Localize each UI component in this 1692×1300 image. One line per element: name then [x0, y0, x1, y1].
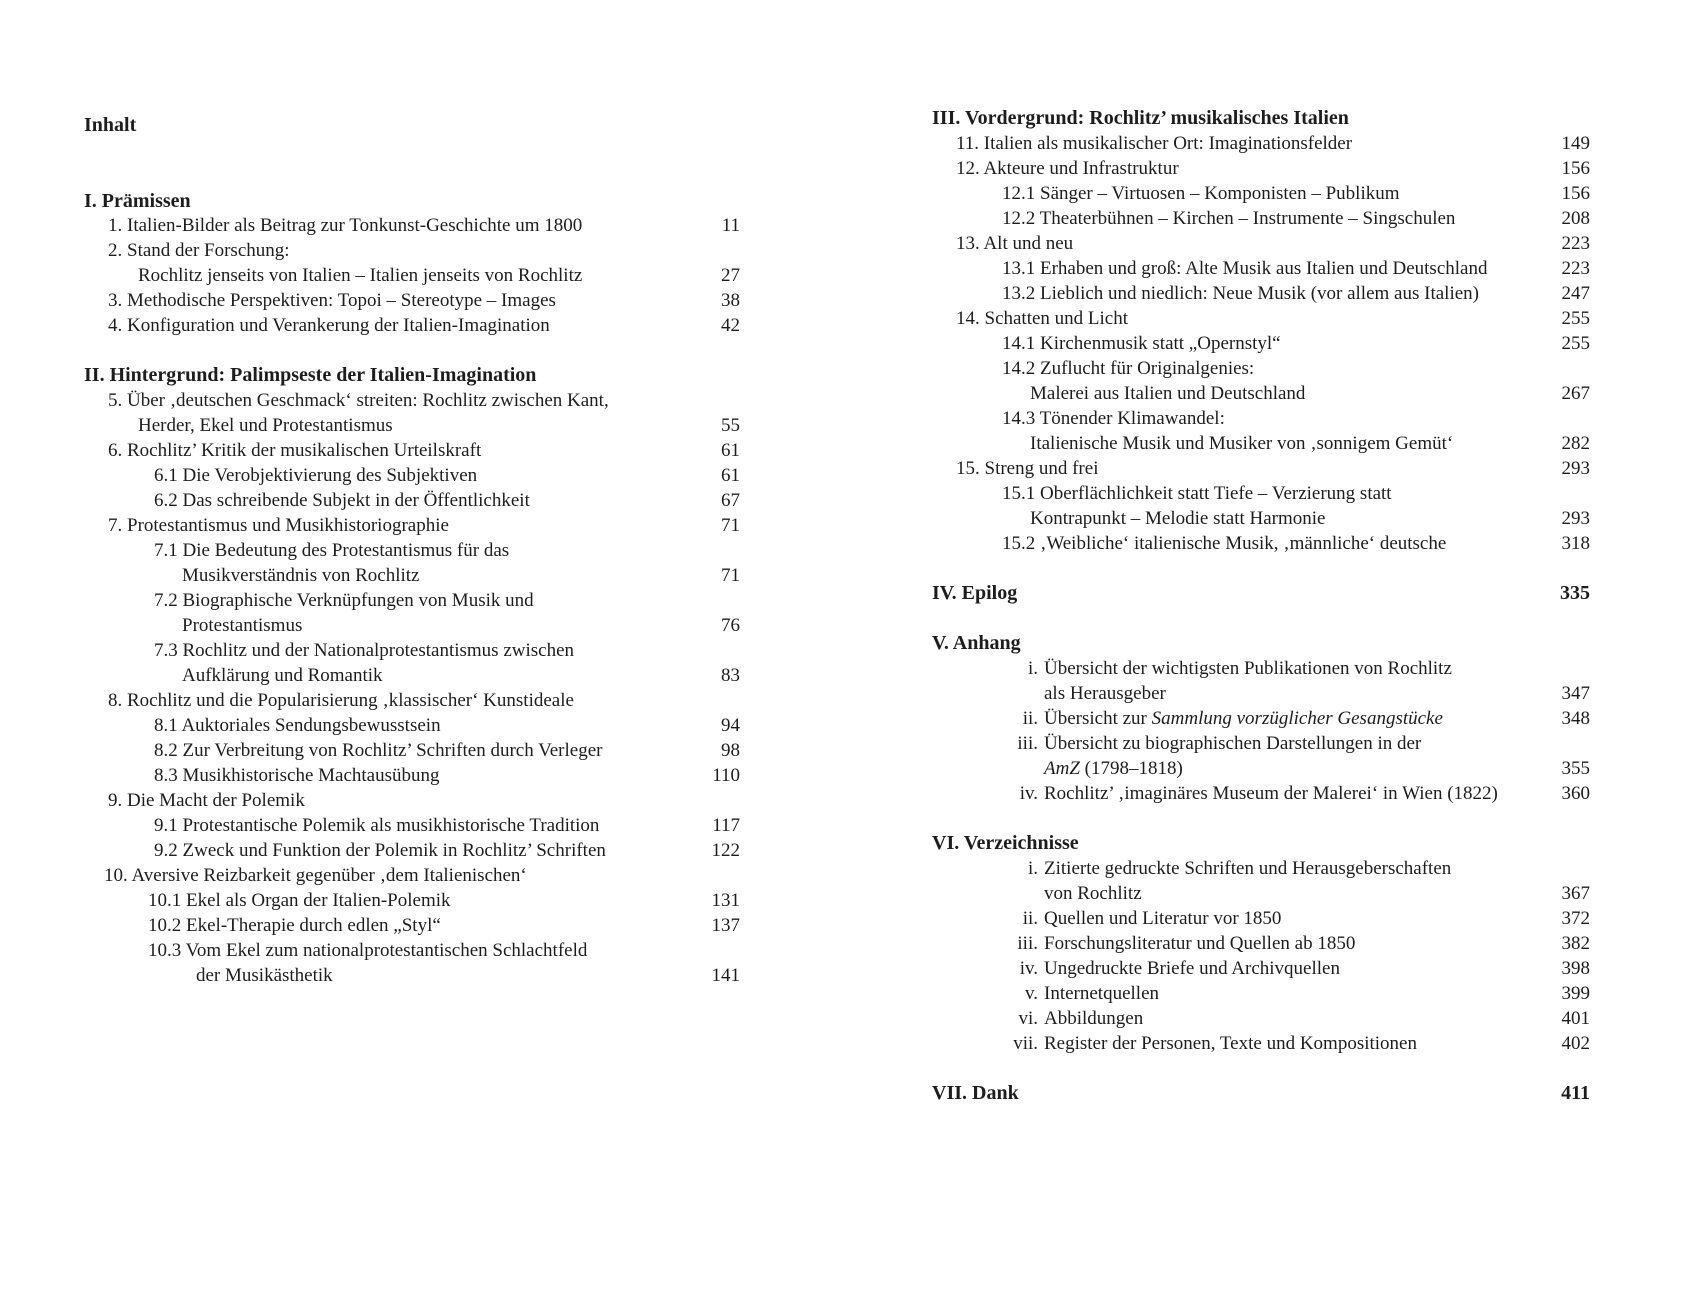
toc-entry: [932, 305, 1590, 332]
toc-page-number: 360: [1561, 783, 1590, 804]
toc-page-number: 398: [1561, 958, 1590, 979]
toc-page-number: 255: [1561, 308, 1590, 329]
toc-entry: [932, 355, 1590, 382]
toc-entry: v. Internetquellen 399: [932, 980, 1590, 1007]
toc-page-number: 347: [1561, 683, 1590, 704]
toc-entry-title: 7.2 Biographische Verknüpfungen von Musik und: [154, 590, 534, 611]
toc-page-number: 71: [721, 515, 740, 536]
toc-section-heading: [932, 1080, 1590, 1107]
toc-entry-title: als Herausgeber: [1044, 683, 1166, 704]
toc-entry-title: 13.2 Lieblich und niedlich: Neue Musik (vor allem aus Italien): [1002, 283, 1479, 304]
toc-page-number: 223: [1561, 258, 1590, 279]
toc-entry-title: Herder, Ekel und Protestantismus: [138, 415, 393, 436]
toc-entry-title: II. Hintergrund: Palimpseste der Italien-Imagination: [84, 364, 537, 386]
toc-entry-title: 8.2 Zur Verbreitung von Rochlitz’ Schriften durch Verleger: [154, 740, 603, 761]
toc-section-heading: [932, 630, 1590, 657]
toc-entry: [84, 512, 740, 539]
toc-page-number: 267: [1561, 383, 1590, 404]
toc-entry: [932, 330, 1590, 357]
toc-entry-title: 3. Methodische Perspektiven: Topoi – Stereotype – Images: [108, 290, 556, 311]
toc-entry: i. Zitierte gedruckte Schriften und Herausgeberschaften: [1027, 858, 1452, 879]
toc-entry: [84, 762, 740, 789]
toc-entry: [84, 887, 740, 914]
toc-entry-title: I. Prämissen: [84, 190, 191, 212]
toc-page-number: 131: [711, 890, 740, 911]
toc-entry: [932, 455, 1590, 482]
toc-entry-title: 2. Stand der Forschung:: [108, 240, 290, 261]
toc-entry-title: 4. Konfiguration und Verankerung der Italien-Imagination: [108, 315, 550, 336]
toc-section-heading: [84, 188, 740, 215]
toc-entry-title: Protestantismus: [182, 615, 303, 636]
toc-entry-title: 10.3 Vom Ekel zum nationalprotestantischen Schlachtfeld: [148, 940, 588, 961]
toc-entry: [84, 637, 740, 664]
toc-entry-title: 12.1 Sänger – Virtuosen – Komponisten – Publikum: [1002, 183, 1400, 204]
toc-entry-title: Malerei aus Italien und Deutschland: [1030, 383, 1306, 404]
toc-entry: [84, 212, 740, 239]
toc-entry: ii. Übersicht zur Sammlung vorzüglicher Gesangstücke 348: [932, 705, 1590, 732]
toc-entry: [84, 712, 740, 739]
toc-entry-title: von Rochlitz: [1044, 883, 1142, 904]
toc-entry: iii. Forschungsliteratur und Quellen ab 1850 382: [932, 930, 1590, 957]
toc-section-heading: [932, 105, 1590, 132]
toc-page-number: 149: [1561, 133, 1590, 154]
toc-page-number: 255: [1561, 333, 1590, 354]
toc-entry: [84, 287, 740, 314]
toc-entry: [84, 237, 740, 264]
toc-entry-title: VI. Verzeichnisse: [932, 832, 1079, 854]
toc-page-number: 11: [721, 215, 740, 236]
toc-page-number: 76: [721, 615, 740, 636]
toc-entry: [84, 937, 740, 964]
toc-entry: [84, 662, 740, 689]
right-page: [932, 0, 1590, 1300]
toc-section-heading: [932, 830, 1590, 857]
toc-page-number: 117: [712, 815, 740, 836]
left-page: [84, 0, 740, 1300]
toc-entry: [84, 537, 740, 564]
toc-entry: [932, 230, 1590, 257]
toc-entry: [932, 180, 1590, 207]
toc-entry: i. Übersicht der wichtigsten Publikationen von Rochlitz: [1027, 658, 1452, 679]
toc-page-number: 67: [721, 490, 740, 511]
toc-entry-title: 14.3 Tönender Klimawandel:: [1002, 408, 1225, 429]
toc-page-number: 411: [1561, 1082, 1590, 1104]
toc-entry-title: 7. Protestantismus und Musikhistoriographie: [108, 515, 449, 536]
toc-entry-title: 13. Alt und neu: [956, 233, 1074, 254]
toc-page-number: 402: [1561, 1033, 1590, 1054]
toc-page-number: 122: [711, 840, 740, 861]
toc-entry: [84, 387, 740, 414]
toc-entry-title: IV. Epilog: [932, 582, 1018, 604]
toc-entry: [84, 787, 740, 814]
toc-entry-title: 9.2 Zweck und Funktion der Polemik in Rochlitz’ Schriften: [154, 840, 606, 861]
toc-entry-title: 12.2 Theaterbühnen – Kirchen – Instrumente – Singschulen: [1002, 208, 1456, 229]
toc-page-number: 293: [1561, 458, 1590, 479]
toc-page-number: 27: [721, 265, 740, 286]
toc-entry-title: 10. Aversive Reizbarkeit gegenüber ‚dem Italienischen‘: [104, 865, 527, 886]
toc-page-number: 318: [1561, 533, 1590, 554]
toc-entry: iv. Ungedruckte Briefe und Archivquellen 398: [932, 955, 1590, 982]
toc-entry: [84, 487, 740, 514]
toc-page-number: 382: [1561, 933, 1590, 954]
toc-entry-title: 9. Die Macht der Polemik: [108, 790, 305, 811]
page-title: Inhalt: [84, 114, 137, 136]
toc-entry-title: 10.2 Ekel-Therapie durch edlen „Styl“: [148, 915, 441, 936]
toc-entry: [932, 280, 1590, 307]
toc-entry: [932, 480, 1590, 507]
toc-entry-title: Aufklärung und Romantik: [182, 665, 383, 686]
toc-page-number: 83: [721, 665, 740, 686]
toc-page-number: 55: [721, 415, 740, 436]
toc-entry: [932, 255, 1590, 282]
toc-page-number: 110: [712, 765, 740, 786]
toc-entry: [84, 687, 740, 714]
toc-page-number: 372: [1561, 908, 1590, 929]
toc-page-number: 247: [1561, 283, 1590, 304]
toc-page-number: 335: [1560, 582, 1590, 604]
toc-entry-title: Rochlitz jenseits von Italien – Italien jenseits von Rochlitz: [138, 265, 583, 286]
toc-entry: [84, 737, 740, 764]
toc-page-number: 156: [1561, 158, 1590, 179]
toc-entry: [932, 205, 1590, 232]
toc-entry-title: 10.1 Ekel als Organ der Italien-Polemik: [148, 890, 451, 911]
toc-entry-title: 15.2 ‚Weibliche‘ italienische Musik, ‚männliche‘ deutsche: [1002, 533, 1447, 554]
toc-page-number: 38: [721, 290, 740, 311]
toc-entry: [84, 262, 740, 289]
toc-page-number: 141: [711, 965, 740, 986]
toc-entry: [84, 862, 740, 889]
toc-entry-title: Italienische Musik und Musiker von ‚sonnigem Gemüt‘: [1030, 433, 1454, 454]
toc-page-number: 367: [1561, 883, 1590, 904]
toc-entry-title: III. Vordergrund: Rochlitz’ musikalisches Italien: [932, 107, 1349, 129]
toc-entry-title: V. Anhang: [932, 632, 1021, 654]
toc-entry-title: 14. Schatten und Licht: [956, 308, 1129, 329]
toc-entry-title: 15.1 Oberflächlichkeit statt Tiefe – Verzierung statt: [1002, 483, 1392, 504]
toc-entry-title: AmZ (1798–1818): [1044, 758, 1183, 779]
toc-entry: [84, 462, 740, 489]
toc-entry-title: 7.3 Rochlitz und der Nationalprotestantismus zwischen: [154, 640, 575, 661]
toc-page-number: 348: [1561, 708, 1590, 729]
toc-entry-title: der Musikästhetik: [196, 965, 333, 986]
toc-section-heading: [932, 580, 1590, 607]
toc-entry-title: 6. Rochlitz’ Kritik der musikalischen Urteilskraft: [108, 440, 482, 461]
toc-entry: iii. Übersicht zu biographischen Darstellungen in der: [1017, 733, 1422, 754]
toc-entry: [932, 680, 1590, 707]
toc-entry-title: Kontrapunkt – Melodie statt Harmonie: [1030, 508, 1326, 529]
toc-entry-title: VII. Dank: [932, 1082, 1019, 1104]
toc-page-number: 355: [1561, 758, 1590, 779]
toc-entry: [932, 405, 1590, 432]
toc-page-number: 61: [721, 440, 740, 461]
toc-entry-title: 8.1 Auktoriales Sendungsbewusstsein: [154, 715, 441, 736]
toc-entry: [932, 130, 1590, 157]
toc-entry-title: 13.1 Erhaben und groß: Alte Musik aus Italien und Deutschland: [1002, 258, 1488, 279]
toc-entry: [932, 380, 1590, 407]
toc-entry: vii. Register der Personen, Texte und Kompositionen 402: [932, 1030, 1590, 1057]
toc-entry-title: 8.3 Musikhistorische Machtausübung: [154, 765, 440, 786]
toc-entry: [84, 962, 740, 989]
toc-entry: [84, 312, 740, 339]
toc-page-number: 208: [1561, 208, 1590, 229]
toc-entry-title: 9.1 Protestantische Polemik als musikhistorische Tradition: [154, 815, 600, 836]
toc-entry: [84, 812, 740, 839]
toc-entry: vi. Abbildungen 401: [932, 1005, 1590, 1032]
toc-page-number: 282: [1561, 433, 1590, 454]
toc-entry-title: 8. Rochlitz und die Popularisierung ‚klassischer‘ Kunstideale: [108, 690, 574, 711]
toc-section-heading: [84, 362, 740, 389]
toc-page-number: 293: [1561, 508, 1590, 529]
toc-entry-title: 14.2 Zuflucht für Originalgenies:: [1002, 358, 1255, 379]
toc-entry-title: 15. Streng und frei: [956, 458, 1099, 479]
toc-page-number: 71: [721, 565, 740, 586]
toc-entry-title: 6.1 Die Verobjektivierung des Subjektiven: [154, 465, 478, 486]
toc-entry-title: 11. Italien als musikalischer Ort: Imaginationsfelder: [956, 133, 1353, 154]
toc-entry-title: 7.1 Die Bedeutung des Protestantismus für das: [154, 540, 510, 561]
toc-entry: [84, 912, 740, 939]
toc-page-number: 42: [721, 315, 740, 336]
toc-entry: ii. Quellen und Literatur vor 1850 372: [932, 905, 1590, 932]
toc-entry-title: 5. Über ‚deutschen Geschmack‘ streiten: Rochlitz zwischen Kant,: [108, 390, 609, 411]
toc-entry-title: 1. Italien-Bilder als Beitrag zur Tonkunst-Geschichte um 1800: [108, 215, 583, 236]
toc-entry-title: 12. Akteure und Infrastruktur: [956, 158, 1179, 179]
toc-page-number: 223: [1561, 233, 1590, 254]
toc-entry: [932, 880, 1590, 907]
toc-entry: [84, 437, 740, 464]
toc-entry: [84, 412, 740, 439]
toc-entry: [932, 430, 1590, 457]
toc-page-number: 401: [1561, 1008, 1590, 1029]
toc-entry-title: 14.1 Kirchenmusik statt „Opernstyl“: [1002, 333, 1281, 354]
toc-page-number: 399: [1561, 983, 1590, 1004]
toc-entry: [84, 587, 740, 614]
toc-entry: [932, 530, 1590, 557]
toc-entry: [84, 837, 740, 864]
toc-page-number: 98: [721, 740, 740, 761]
toc-entry: [932, 505, 1590, 532]
toc-page-number: 156: [1561, 183, 1590, 204]
toc-entry: [84, 562, 740, 589]
toc-entry: [84, 612, 740, 639]
toc-page-number: 137: [711, 915, 740, 936]
toc-entry: [932, 155, 1590, 182]
toc-entry: [932, 755, 1590, 782]
toc-entry-title: Musikverständnis von Rochlitz: [182, 565, 420, 586]
toc-page-number: 94: [721, 715, 740, 736]
toc-entry-title: 6.2 Das schreibende Subjekt in der Öffentlichkeit: [154, 490, 530, 511]
toc-page-number: 61: [721, 465, 740, 486]
toc-entry: iv. Rochlitz’ ‚imaginäres Museum der Malerei‘ in Wien (1822) 360: [932, 780, 1590, 807]
